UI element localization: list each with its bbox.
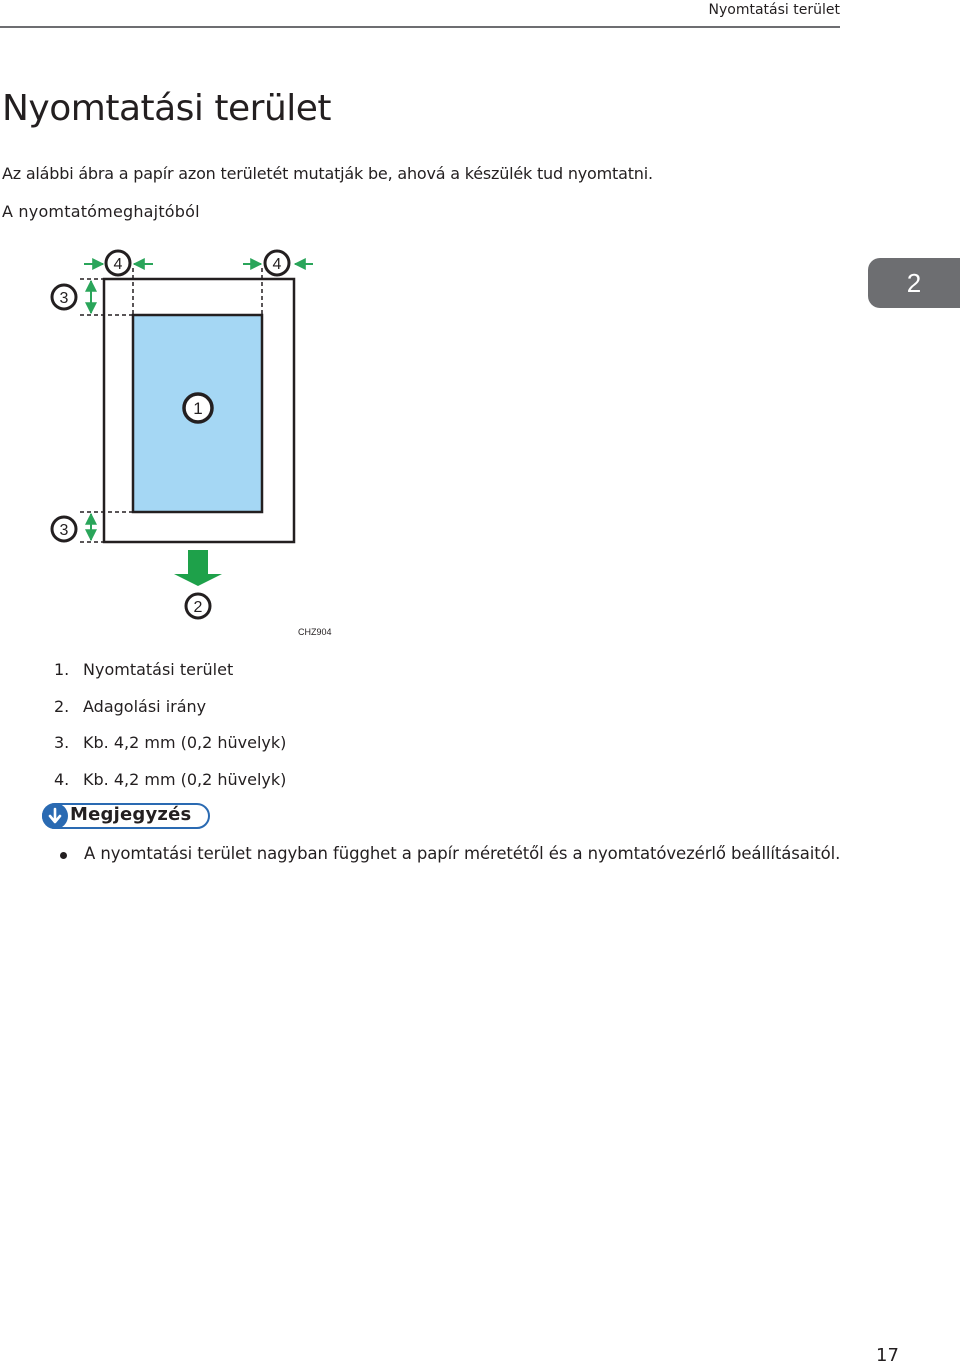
legend-number: 2. (54, 696, 70, 716)
legend-text: Kb. 4,2 mm (0,2 hüvelyk) (83, 769, 287, 789)
figure-legend (54, 656, 286, 802)
note-item (60, 844, 840, 863)
callout-4-right (265, 251, 289, 275)
callout-2 (186, 594, 210, 618)
callout-3-top (52, 285, 76, 309)
note-list (60, 844, 840, 863)
callout-4-left (106, 251, 130, 275)
legend-number: 1. (54, 660, 70, 679)
note-badge (42, 803, 210, 829)
bullet-icon (60, 852, 67, 859)
page-number: 17 (876, 1345, 899, 1366)
callout-2-label: 2 (193, 599, 203, 616)
callout-3-bottom (52, 517, 76, 541)
legend-item (54, 693, 286, 730)
legend-text: Nyomtatási terület (83, 660, 234, 679)
arrow-down-icon (42, 803, 68, 829)
figure-code: CHZ904 (298, 627, 332, 637)
callout-1-label: 1 (193, 399, 203, 418)
callout-3-bottom-label: 3 (59, 522, 69, 539)
callout-4-right-label: 4 (272, 256, 282, 273)
print-area-figure (40, 240, 340, 644)
note-text: A nyomtatási terület nagyban függhet a papír méretétől és a nyomtatóvezérlő beállításaitól. (84, 844, 841, 863)
intro-paragraph: Az alábbi ábra a papír azon területét mutatják be, ahová a készülék tud nyomtatni. (2, 164, 653, 183)
page-title: Nyomtatási terület (2, 88, 332, 129)
feed-direction-arrow (174, 550, 222, 586)
chapter-tab: 2 (868, 258, 960, 308)
legend-item (54, 766, 286, 803)
header-rule (0, 26, 840, 28)
legend-text: Adagolási irány (83, 696, 207, 716)
callout-4-left-label: 4 (113, 256, 123, 273)
section-subheading: A nyomtatómeghajtóból (2, 202, 200, 221)
legend-number: 3. (54, 733, 70, 752)
running-header: Nyomtatási terület (708, 2, 840, 18)
callout-3-top-label: 3 (59, 290, 69, 307)
callout-1 (184, 394, 212, 422)
note-label: Megjegyzés (70, 804, 192, 825)
legend-item (54, 656, 286, 693)
legend-text: Kb. 4,2 mm (0,2 hüvelyk) (83, 733, 287, 752)
legend-number: 4. (54, 769, 70, 789)
print-area-diagram (40, 240, 340, 640)
legend-item (54, 729, 286, 766)
